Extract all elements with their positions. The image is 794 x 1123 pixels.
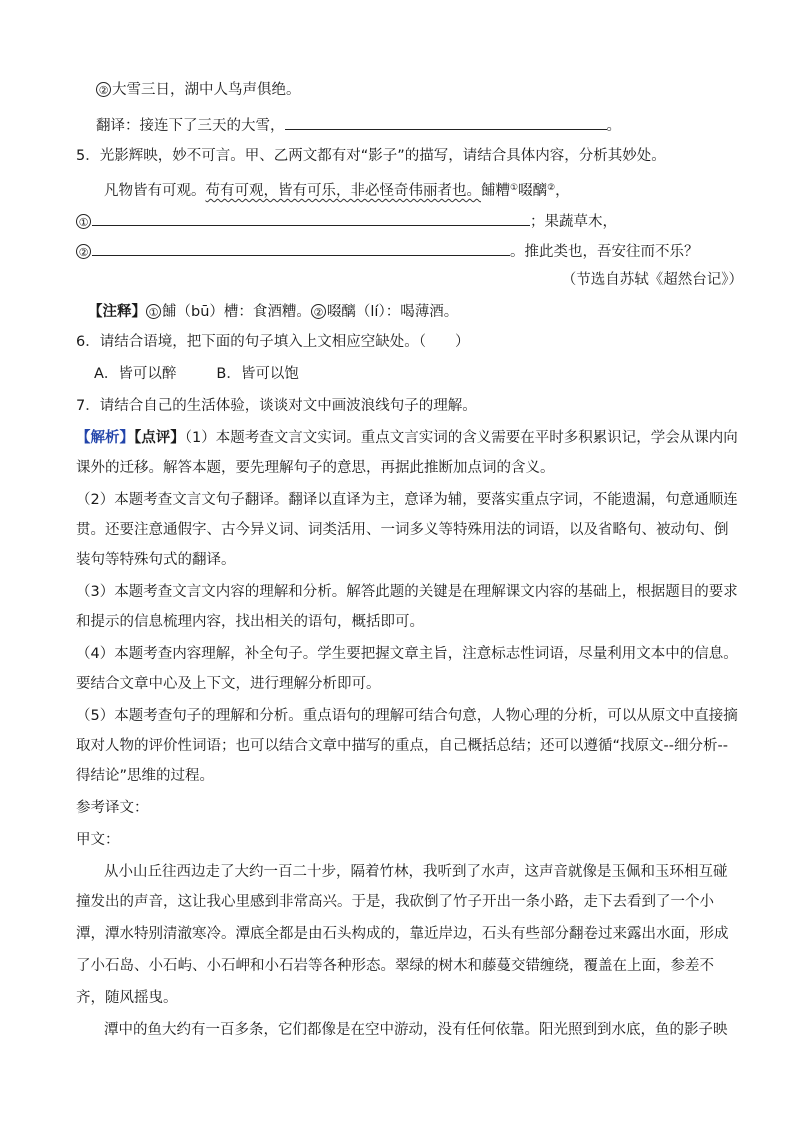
comment-tag: 【点评】 — [134, 430, 185, 446]
question-7: 7．请结合自己的生活体验，谈谈对文中画波浪线句子的理解。 — [76, 398, 477, 414]
passage-blank-line-1: ① ；果蔬草木， — [76, 210, 617, 230]
translation-part-label: 甲文： — [76, 832, 120, 848]
passage-line-1: 凡物皆有可观。苟有可观，皆有可乐，非必怪奇伟丽者也。餔糟①啜醨②， — [104, 183, 570, 199]
passage-blank-2[interactable] — [92, 240, 510, 256]
translation-p1-line3: 潭，潭水特别清澈寒冷。潭底全都是由石头构成的，靠近岸边，石头有些部分翻卷过来露出水面，形成 — [76, 926, 729, 942]
example-sentence-2: ② 大雪三日，湖中人鸟声俱绝。 — [96, 80, 301, 100]
analysis-p5-line2: 取对人物的评价性词语；也可以结合文章中描写的重点，自己概括总结；还可以遵循“找原文--细分析-- — [76, 738, 728, 754]
translation-p1-line2: 撞发出的声音，这让我心里感到非常高兴。于是，我砍倒了竹子开出一条小路，走下去看到了一个小 — [76, 894, 714, 910]
analysis-p4-line2: 要结合文章中心及上下文，进行理解分析即可。 — [76, 676, 381, 692]
translation-p1-line1: 从小山丘往西边走了大约一百二十步，隔着竹林，我听到了水声，这声音就像是玉佩和玉环相互碰 — [104, 864, 728, 880]
circled-number: ② — [311, 304, 326, 319]
option-b[interactable]: B．皆可以饱 — [216, 366, 299, 382]
translation-p2-line1: 潭中的鱼大约有一百多条，它们都像是在空中游动，没有任何依靠。阳光照到到水底，鱼的影子映 — [104, 1022, 728, 1038]
question-5: 5．光影辉映，妙不可言。甲、乙两文都有对“影子”的描写，请结合具体内容，分析其妙处。 — [76, 148, 666, 164]
analysis-p5-line3: 得结论”思维的过程。 — [76, 768, 215, 784]
circled-number: ② — [76, 244, 91, 259]
analysis-tag: 【解析】 — [76, 430, 134, 446]
passage-source: （节选自苏轼《超然台记》） — [561, 272, 743, 288]
analysis-p1-line1: 【解析】【点评】（1）本题考查文言文实词。重点文言实词的含义需要在平时多积累识记，学会从课内向 — [76, 430, 738, 446]
analysis-p3-line1: （3）本题考查文言文内容的理解和分析。解答此题的关键是在理解课文内容的基础上，根据题目的要求 — [76, 584, 738, 600]
analysis-p2-line2: 贯。还要注意通假字、古今异义词、词类活用、一词多义等特殊用法的词语，以及省略句、被动句、倒 — [76, 522, 729, 538]
analysis-p2-line1: （2）本题考查文言文句子翻译。翻译以直译为主，意译为辅，要落实重点字词，不能遗漏，句意通顺连 — [76, 492, 738, 508]
circled-number: ① — [76, 214, 91, 229]
circled-number: ② — [96, 82, 111, 97]
analysis-p1-line2: 课外的迁移。解答本题，要先理解句子的意思，再据此推断加点词的含义。 — [76, 460, 555, 476]
passage-blank-line-2: ② 。推此类也，吾安往而不乐？ — [76, 240, 699, 260]
analysis-p2-line3: 装句等特殊句式的翻译。 — [76, 552, 236, 568]
analysis-p5-line1: （5）本题考查句子的理解和分析。重点语句的理解可结合句意，人物心理的分析，可以从原文中直接摘 — [76, 708, 738, 724]
option-a[interactable]: A．皆可以醉 — [94, 366, 177, 382]
notes-line: 【注释】 ① 餔（bū）槽：食酒糟。 ② 啜醨（lí）：喝薄酒。 — [88, 304, 459, 320]
answer-blank[interactable] — [285, 114, 607, 130]
wavy-underlined-sentence: 苟有可观，皆有可乐，非必怪奇伟丽者也。 — [205, 183, 481, 199]
translation-title: 参考译文： — [76, 800, 149, 816]
note-marker: ② — [547, 183, 556, 193]
note-marker: ① — [510, 183, 519, 193]
circled-number: ① — [146, 304, 161, 319]
translation-line: 翻译：接连下了三天的大雪， 。 — [96, 114, 621, 134]
passage-blank-1[interactable] — [92, 210, 530, 226]
question-6: 6．请结合语境，把下面的句子填入上文相应空缺处。（ ） — [76, 334, 470, 350]
translation-p1-line4: 了小石岛、小石屿、小石岬和小石岩等各种形态。翠绿的树木和藤蔓交错缠绕，覆盖在上面，参差不 — [76, 958, 714, 974]
analysis-p4-line1: （4）本题考查内容理解，补全句子。学生要把握文章主旨，注意标志性词语，尽量利用文本中的信息。 — [76, 646, 738, 662]
analysis-p3-line2: 和提示的信息梳理内容，找出相关的语句，概括即可。 — [76, 614, 424, 630]
translation-p1-line5: 齐，随风摇曳。 — [76, 990, 178, 1006]
question-6-options — [94, 364, 299, 384]
